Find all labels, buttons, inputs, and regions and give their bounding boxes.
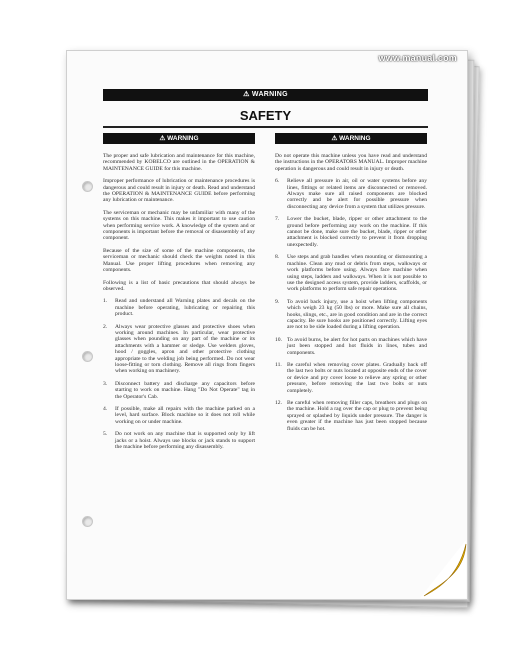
left-warning-banner: ⚠ WARNING (103, 133, 255, 144)
item-text: Relieve all pressure in air, oil or water systems before any lines, fittings or related items are disconnected or removed. Always make sure all raised components are blocked correctly and be alert for possible pressure when disconnecting any device from a system that utilizes pressure. (287, 178, 427, 210)
list-item (275, 299, 427, 331)
page-curl-icon (420, 540, 478, 598)
paragraph: The serviceman or mechanic may be unfamiliar with many of the systems on this machine. This makes it important to use caution when performing service work. A knowledge of the system and or components is important before the removal or disassembly of any component. (103, 209, 255, 242)
left-column (103, 133, 255, 456)
item-number: 5. (103, 431, 108, 438)
header-warning-banner: ⚠ WARNING (103, 89, 428, 101)
binder-hole (82, 351, 93, 362)
manual-page (66, 50, 468, 600)
item-number: 8. (275, 254, 280, 261)
item-number: 6. (275, 178, 280, 185)
title-divider (103, 126, 428, 128)
binder-hole (82, 516, 93, 527)
item-number: 1. (103, 298, 108, 305)
list-item (103, 406, 255, 425)
item-number: 9. (275, 298, 280, 305)
list-item (275, 400, 427, 432)
item-text: Read and understand all Warning plates and decals on the machine before operating, lubricating or repairing this product. (115, 298, 255, 318)
item-number: 10. (275, 336, 282, 343)
item-number: 7. (275, 216, 280, 223)
item-text: To avoid back injury, use a hoist when lifting components which weigh 23 kg (50 lbs) or more. Make sure all chains, hooks, slings, etc., are in good condition and are in the correct capacity. Be sure hooks are positioned correctly. Lifting eyes are not to be side loaded during a lifting operation. (287, 298, 427, 331)
right-warning-banner: ⚠ WARNING (275, 133, 427, 144)
item-number: 3. (103, 380, 108, 387)
paragraph: Improper performance of lubrication or maintenance procedures is dangerous and could result in injury or death. Read and understand the OPERATION & MAINTENANCE GUIDE before performing any lubrication or maintenance. (103, 178, 255, 204)
paragraph: Do not operate this machine unless you have read and understand the instructions in the OPERATORS MANUAL. Improper machine operation is dangerous and could result in injury or death. (275, 153, 427, 172)
paragraph: Following is a list of basic precautions that should always be observed. (103, 279, 255, 292)
item-text: Be careful when removing filler caps, breathers and plugs on the machine. Hold a rag over the cap or plug to prevent being sprayed or splashed by liquids under pressure. The danger is even greater if the machine has just been stopped because fluids can be hot. (287, 400, 427, 432)
page-title: SAFETY (239, 108, 292, 123)
item-text: Do not work on any machine that is supported only by lift jacks or a hoist. Always use blocks or jack stands to support the machine before performing any disassembly. (115, 431, 255, 451)
paragraph: Because of the size of some of the machine components, the serviceman or mechanic should check the weights noted in this Manual. Use proper lifting procedures when removing any components. (103, 247, 255, 274)
item-text: Disconnect battery and discharge any capacitors before starting to work on machine. Hang "Do Not Operate" tag in the Operator's Cab. (115, 380, 255, 400)
paragraph: The proper and safe lubrication and maintenance for this machine, recommended by KOBELCO are outlined in the OPERATION & MAINTENANCE GUIDE for this machine. (103, 153, 255, 172)
list-item (275, 337, 427, 356)
item-text: Be careful when removing cover plates. Gradually back off the last two bolts or nuts located at opposite ends of the cover or device and pry cover loose to relieve any spring or other pressure, before removing the last two bolts or nuts completely. (287, 361, 427, 394)
list-item (275, 178, 427, 210)
item-number: 11. (275, 361, 282, 368)
list-item (103, 431, 255, 450)
list-item (275, 254, 427, 292)
watermark-text: www.manual.com (378, 53, 457, 63)
list-item (275, 362, 427, 394)
item-number: 4. (103, 406, 108, 412)
binder-hole (82, 181, 93, 192)
list-item (103, 381, 255, 400)
item-text: Always wear protective glasses and protective shoes when working around machines. In particular, wear protective glasses when pounding on any part of the machine or its attachments with a hammer or sledge. Use welders gloves, hood / goggles, apron and other protective clothing appropriate to the welding job being performed. Do not wear loose-fitting or torn clothing. Remove all rings from fingers when working on machinery. (115, 323, 255, 375)
item-text: If possible, make all repairs with the machine parked on a level, hard surface. Block machine so it does not roll while working on or under machine. (115, 406, 255, 425)
item-number: 12. (275, 400, 282, 406)
right-column (275, 133, 427, 438)
list-item (103, 324, 255, 375)
item-number: 2. (103, 323, 108, 330)
list-item (103, 298, 255, 317)
item-text: To avoid burns, be alert for hot parts on machines which have just been stopped and hot fluids in lines, tubes and components. (287, 336, 427, 356)
list-item (275, 216, 427, 248)
item-text: Use steps and grab handles when mounting or dismounting a machine. Clean any mud or debris from steps, walkways or work platforms before using. Always face machine when using steps, ladders and walkways. When it is not possible to use the designed access system, provide ladders, scaffolds, or work platforms to perform safe repair operations. (287, 254, 427, 293)
item-text: Lower the bucket, blade, ripper or other attachment to the ground before performing any work on the machine. If this cannot be done, make sure the bucket, blade, ripper or other attachment is blocked correctly to prevent it from dropping unexpectedly. (287, 216, 427, 248)
